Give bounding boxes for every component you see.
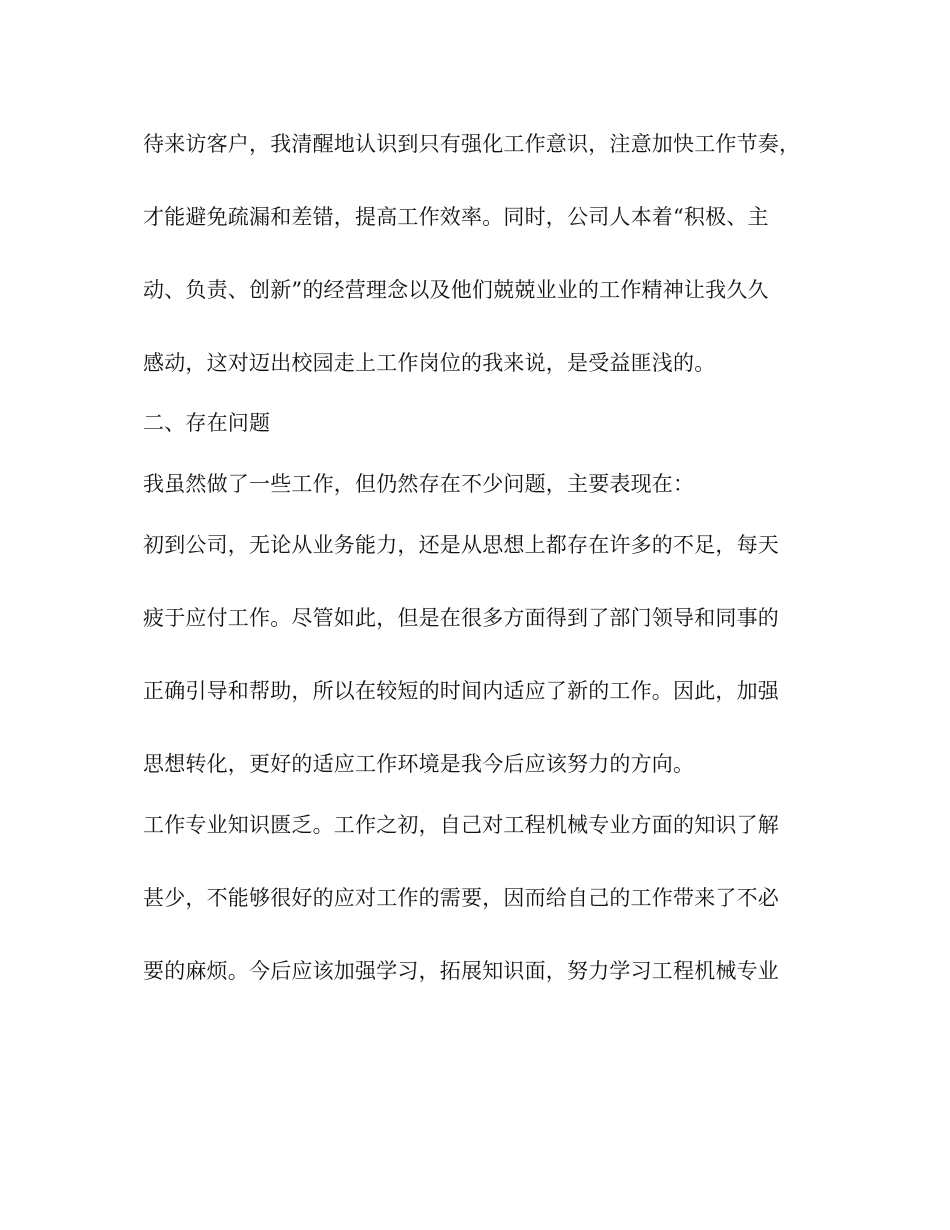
paragraph-line: 待来访客户，我清醒地认识到只有强化工作意识，注意加快工作节奏， — [143, 132, 801, 156]
paragraph-line: 才能避免疏漏和差错，提高工作效率。同时，公司人本着“积极、主 — [143, 205, 769, 229]
paragraph-line: 要的麻烦。今后应该加强学习，拓展知识面，努力学习工程机械专业 — [143, 959, 779, 983]
paragraph-line: 疲于应付工作。尽管如此，但是在很多方面得到了部门领导和同事的 — [143, 606, 779, 630]
section-heading: 二、存在问题 — [143, 411, 271, 435]
paragraph-line: 我虽然做了一些工作，但仍然存在不少问题，主要表现在： — [143, 472, 695, 496]
paragraph-line: 动、负责、创新”的经营理念以及他们兢兢业业的工作精神让我久久 — [143, 278, 769, 302]
paragraph-line: 思想转化，更好的适应工作环境是我今后应该努力的方向。 — [143, 752, 695, 776]
paragraph-line: 感动，这对迈出校园走上工作岗位的我来说，是受益匪浅的。 — [143, 351, 716, 375]
paragraph-line: 初到公司，无论从业务能力，还是从思想上都存在许多的不足，每天 — [143, 533, 779, 557]
paragraph-line: 甚少，不能够很好的应对工作的需要，因而给自己的工作带来了不必 — [143, 886, 779, 910]
paragraph-line: 工作专业知识匮乏。工作之初，自己对工程机械专业方面的知识了解 — [143, 813, 779, 837]
paragraph-line: 正确引导和帮助，所以在较短的时间内适应了新的工作。因此，加强 — [143, 679, 779, 703]
